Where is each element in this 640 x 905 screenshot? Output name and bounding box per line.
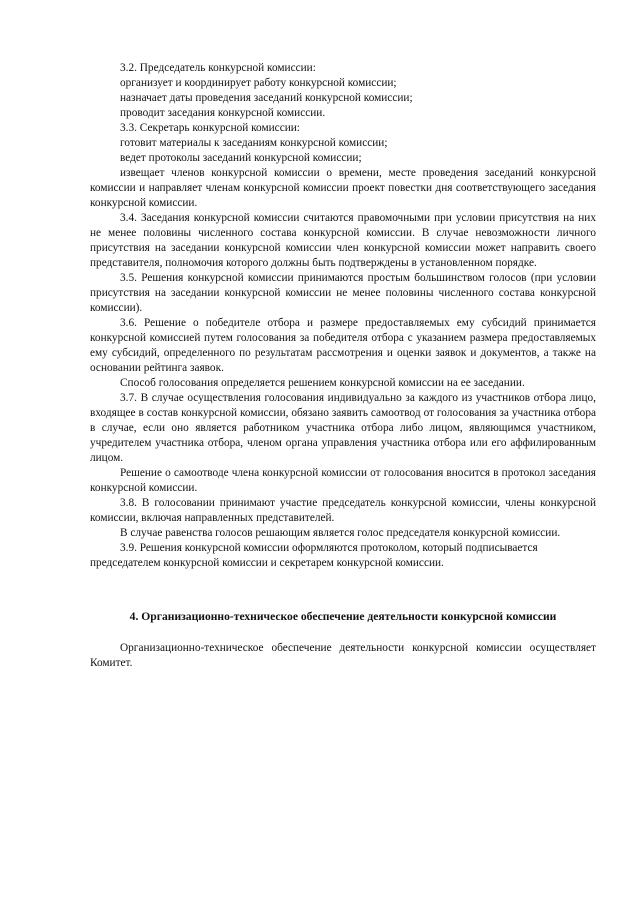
section-4-heading: 4. Организационно-техническое обеспечение деятельности конкурсной комиссии	[129, 610, 557, 623]
paragraph-voting-method: Способ голосования определяется решением конкурсной комиссии на ее заседании.	[120, 377, 525, 389]
paragraph-4-1: Организационно-техническое обеспечение деятельности конкурсной комиссии осуществляет Комитет.	[90, 642, 596, 669]
paragraph-3-2-item-1: организует и координирует работу конкурсной комиссии;	[120, 77, 397, 89]
paragraph-3-5: 3.5. Решения конкурсной комиссии принимаются простым большинством голосов (при условии присутствия на заседании конкурсной комиссии не менее половины численного состава конкурсной комиссии).	[90, 272, 596, 314]
paragraph-3-2-title: 3.2. Председатель конкурсной комиссии:	[120, 62, 316, 74]
paragraph-3-6: 3.6. Решение о победителе отбора и размере предоставляемых ему субсидий принимается конкурсной комиссией путем голосования за победителя отбора с указанием размера предоставляемых ему субсидий, определенного по результатам рассмотрения и оценки заявок и документов, а также на основании рейтинга заявок.	[90, 317, 596, 374]
section-4-body	[90, 641, 596, 671]
paragraph-3-2-item-3: проводит заседания конкурсной комиссии.	[120, 107, 326, 119]
paragraph-3-8: 3.8. В голосовании принимают участие председатель конкурсной комиссии, члены конкурсной комиссии, включая направленных представителей.	[90, 497, 596, 524]
paragraph-3-3-item-2: ведет протоколы заседаний конкурсной комиссии;	[120, 152, 362, 164]
paragraph-tie-vote: В случае равенства голосов решающим является голос председателя конкурсной комиссии.	[120, 527, 561, 539]
paragraph-3-3-title: 3.3. Секретарь конкурсной комиссии:	[120, 122, 300, 134]
paragraph-3-7: 3.7. В случае осуществления голосования индивидуально за каждого из участников отбора лицо, входящее в состав конкурсной комиссии, обязано заявить самоотвод от голосования за участника отбора в случае, если оно является работником участника отбора либо лицом, являющимся участником, учредителем участника отбора, членом органа управления участника отбора или его аффилированным лицом.	[90, 392, 596, 464]
paragraph-3-3-item-1: готовит материалы к заседаниям конкурсной комиссии;	[120, 137, 388, 149]
paragraph-3-4: 3.4. Заседания конкурсной комиссии считаются правомочными при условии присутствия на них не менее половины численного состава конкурсной комиссии. В случае невозможности личного присутствия на заседании конкурсной комиссии член конкурсной комиссии может направить своего представителя, полномочия которого должны быть подтверждены в установленном порядке.	[90, 212, 596, 269]
section-3-body	[90, 61, 596, 571]
paragraph-3-9: 3.9. Решения конкурсной комиссии оформляются протоколом, который подписывается председателем конкурсной комиссии и секретарем конкурсной комиссии.	[90, 542, 538, 569]
paragraph-3-2-item-2: назначает даты проведения заседаний конкурсной комиссии;	[120, 92, 413, 104]
paragraph-3-3-item-3: извещает членов конкурсной комиссии о времени, месте проведения заседаний конкурсной комиссии и направляет членам конкурсной комиссии проект повестки дня соответствующего заседания конкурсной комиссии.	[90, 167, 596, 209]
paragraph-recusal-protocol: Решение о самоотводе члена конкурсной комиссии от голосования вносится в протокол заседания конкурсной комиссии.	[90, 467, 596, 494]
